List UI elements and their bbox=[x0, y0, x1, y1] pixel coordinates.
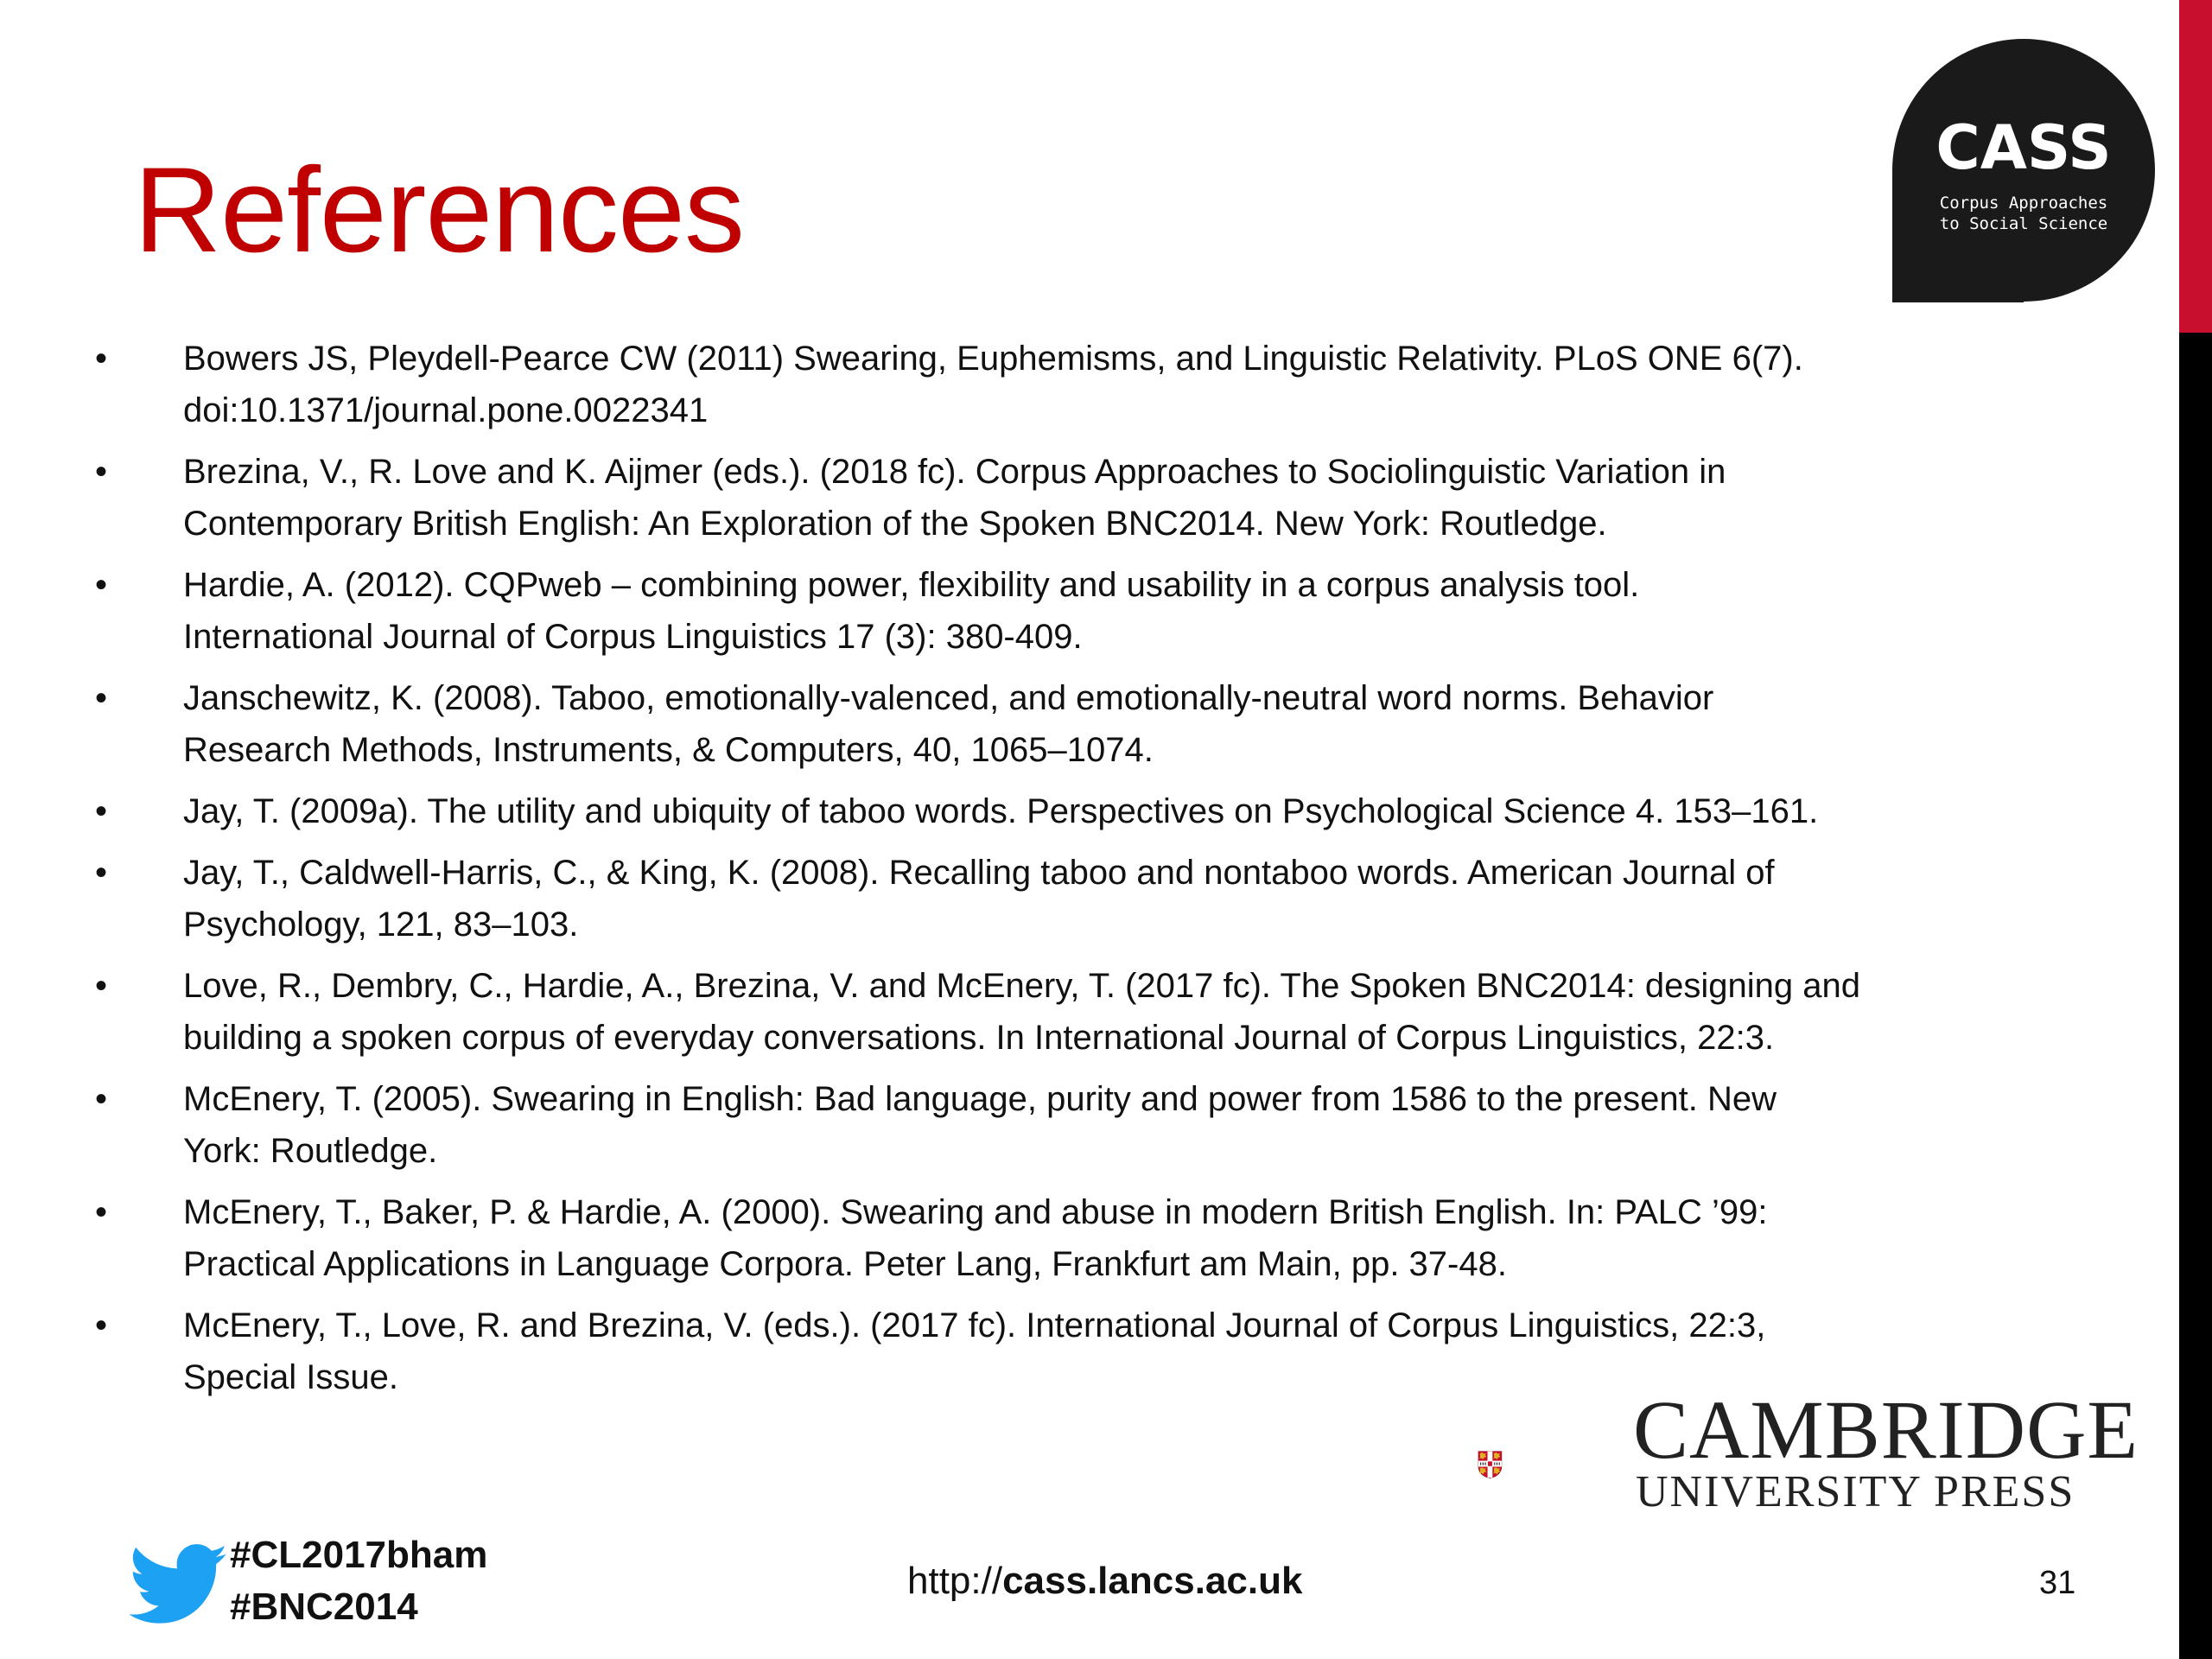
hashtag-bnc2014[interactable]: #BNC2014 bbox=[230, 1586, 418, 1628]
reference-text: Jay, T. (2009a). The utility and ubiquity of taboo words. Perspectives on Psychological Science 4. 153–161. bbox=[183, 792, 1819, 830]
cambridge-name: CAMBRIDGE bbox=[1633, 1383, 2139, 1476]
edge-accent-black bbox=[2179, 333, 2212, 1659]
cass-logo-name: CASS bbox=[1936, 112, 2112, 183]
reference-item bbox=[95, 1073, 2177, 1177]
bullet: • bbox=[95, 679, 108, 717]
reference-text: McEnery, T., Baker, P. & Hardie, A. (2000). Swearing and abuse in modern British English. In: PALC ’99: bbox=[183, 1193, 1768, 1231]
page-title: References bbox=[134, 142, 744, 277]
reference-text: building a spoken corpus of everyday conversations. In International Journal of Corpus Linguistics, 22:3. bbox=[183, 1019, 1775, 1057]
bullet: • bbox=[95, 566, 108, 604]
reference-text: McEnery, T. (2005). Swearing in English: Bad language, purity and power from 1586 to the present. New bbox=[183, 1080, 1777, 1118]
bullet: • bbox=[95, 792, 108, 830]
edge-accent-red bbox=[2179, 0, 2212, 333]
reference-text: Hardie, A. (2012). CQPweb – combining power, flexibility and usability in a corpus analysis tool. bbox=[183, 566, 1640, 604]
url-domain: cass.lancs.ac.uk bbox=[1002, 1560, 1303, 1602]
hashtag-cl2017bham[interactable]: #CL2017bham bbox=[230, 1534, 488, 1576]
reference-text: Brezina, V., R. Love and K. Aijmer (eds.). (2018 fc). Corpus Approaches to Sociolinguistic Variation in bbox=[183, 453, 1726, 491]
reference-text: York: Routledge. bbox=[183, 1132, 438, 1170]
reference-list bbox=[95, 333, 2177, 1413]
reference-item bbox=[95, 785, 2177, 837]
reference-text: doi:10.1371/journal.pone.0022341 bbox=[183, 391, 709, 429]
reference-text: McEnery, T., Love, R. and Brezina, V. (eds.). (2017 fc). International Journal of Corpus Linguistics, 22:3, bbox=[183, 1306, 1766, 1344]
reference-item bbox=[95, 847, 2177, 950]
reference-text: International Journal of Corpus Linguistics 17 (3): 380-409. bbox=[183, 618, 1083, 656]
reference-text: Love, R., Dembry, C., Hardie, A., Brezina, V. and McEnery, T. (2017 fc). The Spoken BNC2014: designing and bbox=[183, 967, 1861, 1005]
bullet: • bbox=[95, 1080, 108, 1118]
reference-text: Janschewitz, K. (2008). Taboo, emotionally-valenced, and emotionally-neutral word norms. Behavior bbox=[183, 679, 1714, 717]
bullet: • bbox=[95, 1306, 108, 1344]
cass-logo-line1: Corpus Approaches bbox=[1939, 194, 2108, 213]
reference-item bbox=[95, 1186, 2177, 1290]
cambridge-shield-logo bbox=[1478, 1391, 1607, 1538]
reference-item bbox=[95, 559, 2177, 663]
reference-text: Jay, T., Caldwell-Harris, C., & King, K. (2008). Recalling taboo and nontaboo words. American Journal of bbox=[183, 854, 1775, 892]
reference-text: Bowers JS, Pleydell-Pearce CW (2011) Swearing, Euphemisms, and Linguistic Relativity. PLoS ONE 6(7). bbox=[183, 340, 1803, 378]
bullet: • bbox=[95, 453, 108, 491]
bullet: • bbox=[95, 1193, 108, 1231]
bullet: • bbox=[95, 854, 108, 892]
reference-text: Psychology, 121, 83–103. bbox=[183, 906, 579, 944]
bullet: • bbox=[95, 967, 108, 1005]
footer-url[interactable] bbox=[907, 1557, 1302, 1605]
cass-logo-line2: to Social Science bbox=[1939, 214, 2108, 233]
reference-text: Special Issue. bbox=[183, 1358, 399, 1396]
reference-text: Practical Applications in Language Corpora. Peter Lang, Frankfurt am Main, pp. 37-48. bbox=[183, 1245, 1507, 1283]
reference-item bbox=[95, 446, 2177, 550]
cambridge-subtitle: UNIVERSITY PRESS bbox=[1636, 1467, 2075, 1516]
bullet: • bbox=[95, 340, 108, 378]
url-prefix: http:// bbox=[907, 1560, 1003, 1602]
reference-text: Contemporary British English: An Exploration of the Spoken BNC2014. New York: Routledge. bbox=[183, 505, 1607, 543]
twitter-icon bbox=[130, 1542, 229, 1629]
reference-text: Research Methods, Instruments, & Computers, 40, 1065–1074. bbox=[183, 731, 1154, 769]
reference-item bbox=[95, 333, 2177, 436]
reference-item bbox=[95, 672, 2177, 776]
reference-item bbox=[95, 960, 2177, 1064]
page-number: 31 bbox=[2039, 1565, 2076, 1601]
cass-logo bbox=[1892, 39, 2156, 302]
